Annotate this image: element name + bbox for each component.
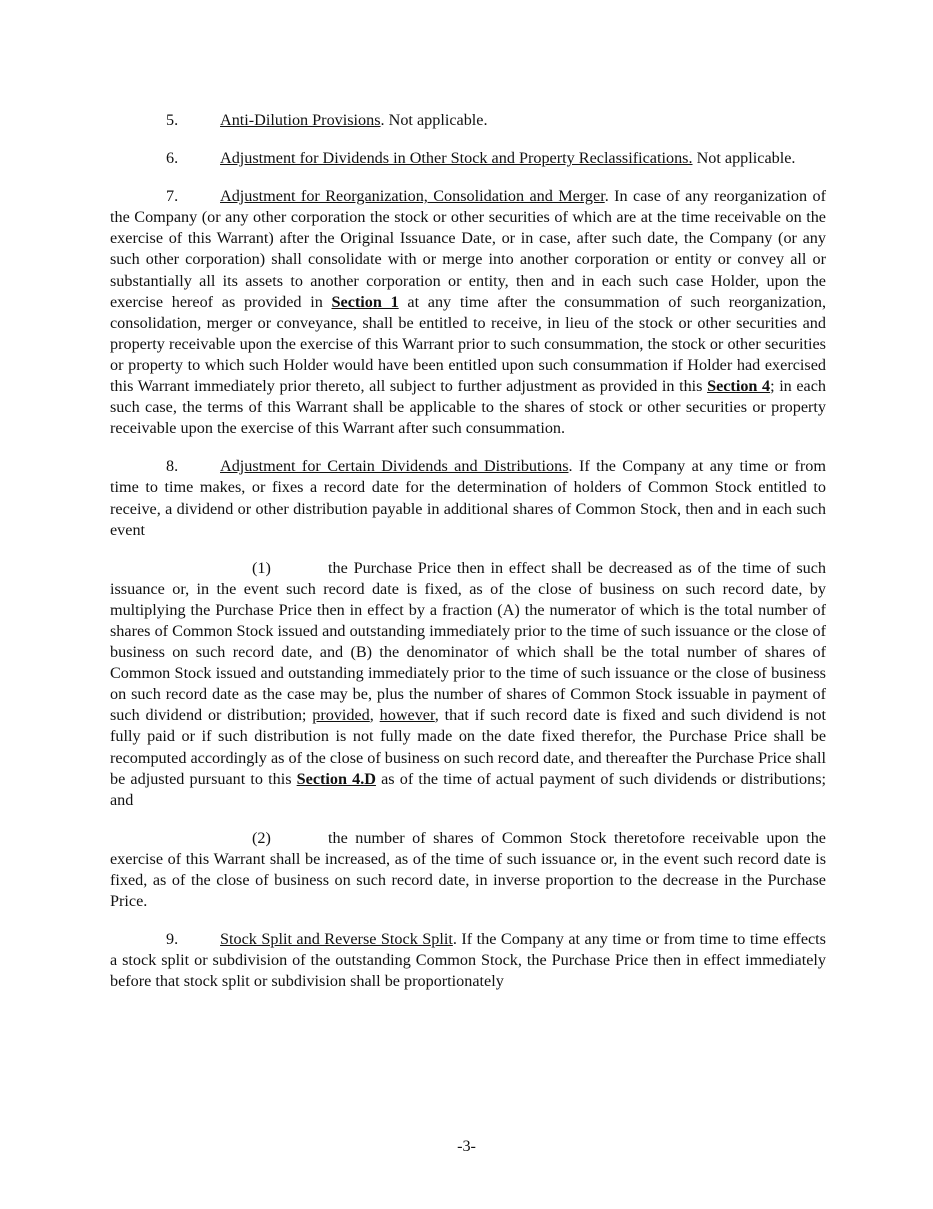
- section-reference: Section 4.D: [296, 769, 376, 788]
- section-reference: Section 1: [331, 292, 399, 311]
- subsection-text: ,: [369, 706, 380, 725]
- section-9: [110, 929, 826, 992]
- section-heading: Adjustment for Certain Dividends and Distributions: [220, 457, 569, 476]
- section-number: 8.: [166, 457, 179, 476]
- section-text: . Not applicable.: [380, 111, 488, 129]
- subsection-text: as of the time of actual payment of such dividends or distributions; and: [110, 769, 827, 809]
- document-page: [110, 110, 826, 992]
- section-text: Not applicable.: [692, 149, 796, 168]
- subsection-text: the number of shares of Common Stock theretofore receivable upon the exercise of this Warrant shall be increased, as of the time of such issuance or, in the event such record date is fixed, as of the close of business on such record date, in inverse proportion to the decrease in the Purchase Price.: [110, 828, 826, 911]
- section-text: at any time after the consummation of such reorganization, consolidation, merger or conveyance, shall be entitled to receive, in lieu of the stock or other securities and property receivable upon the exercise of this Warrant prior to such consummation, the stock or other securities or property to which such Holder would have been entitled upon such consummation if Holder had exercised this Warrant immediately prior thereto, all subject to further adjustment as provided in this: [110, 292, 826, 396]
- section-text: ; in each such case, the terms of this Warrant shall be applicable to the shares of stock or other securities or property receivable upon the exercise of this Warrant after such consummation.: [110, 377, 827, 438]
- section-text: . If the Company at any time or from time to time effects a stock split or subdivision of the outstanding Common Stock, the Purchase Price then in effect immediately before that stock split or subdivision shall be proportionately: [110, 930, 826, 991]
- section-6: [110, 148, 826, 169]
- subsection-text: , that if such record date is fixed and such dividend is not fully paid or if such distribution is not fully made on the date fixed therefor, the Purchase Price shall be recomputed accordingly as of the close of business on such record date, and thereafter the Purchase Price shall be adjusted pursuant to this: [110, 706, 826, 788]
- section-reference: Section 4: [707, 377, 771, 396]
- section-text: . In case of any reorganization of the Company (or any other corporation the stock or other securities of which are at the time receivable on the exercise of this Warrant) after the Original Issuance Date, or in case, after such date, the Company (or any such other corporation) shall consolidate with or merge into another corporation or entity or convey all or substantially all its assets to another corporation or entity, then and in each such case Holder, upon the exercise hereof as provided in: [110, 187, 826, 311]
- section-number: 5.: [166, 111, 179, 129]
- section-text: . If the Company at any time or from time to time makes, or fixes a record date for the determination of holders of Common Stock entitled to receive, a dividend or other distribution payable in additional shares of Common Stock, then and in each such event: [110, 457, 826, 539]
- however-term: however: [379, 706, 435, 725]
- subsection-1: [110, 558, 826, 811]
- section-heading: Stock Split and Reverse Stock Split: [220, 930, 453, 949]
- subsection-number: (1): [252, 558, 271, 577]
- page-number: -3-: [457, 1137, 476, 1155]
- subsection-number: (2): [252, 828, 271, 847]
- section-number: 7.: [166, 187, 179, 206]
- section-7: [110, 186, 826, 439]
- section-number: 9.: [166, 930, 179, 949]
- section-8: [110, 456, 826, 540]
- provided-term: provided: [312, 706, 370, 725]
- subsection-text: the Purchase Price then in effect shall be decreased as of the time of such issuance or, in the event such record date is fixed, as of the close of business on such record date, by multiplying the Purchase Price then in effect by a fraction (A) the numerator of which is the total number of shares of Common Stock issued and outstanding immediately prior to the time of such issuance or the close of business on such record date, and (B) the denominator of which shall be the total number of shares of Common Stock issued and outstanding immediately prior to the time of such issuance or the close of business on such record date as the case may be, plus the number of shares of Common Stock issuable in payment of such dividend or distribution;: [110, 558, 826, 725]
- section-heading: Adjustment for Dividends in Other Stock and Property Reclassifications.: [220, 149, 693, 168]
- section-heading: Anti-Dilution Provisions: [220, 111, 381, 129]
- section-5: [110, 110, 826, 131]
- section-heading: Adjustment for Reorganization, Consolidation and Merger: [220, 187, 605, 206]
- subsection-2: [110, 828, 826, 912]
- section-number: 6.: [166, 149, 179, 168]
